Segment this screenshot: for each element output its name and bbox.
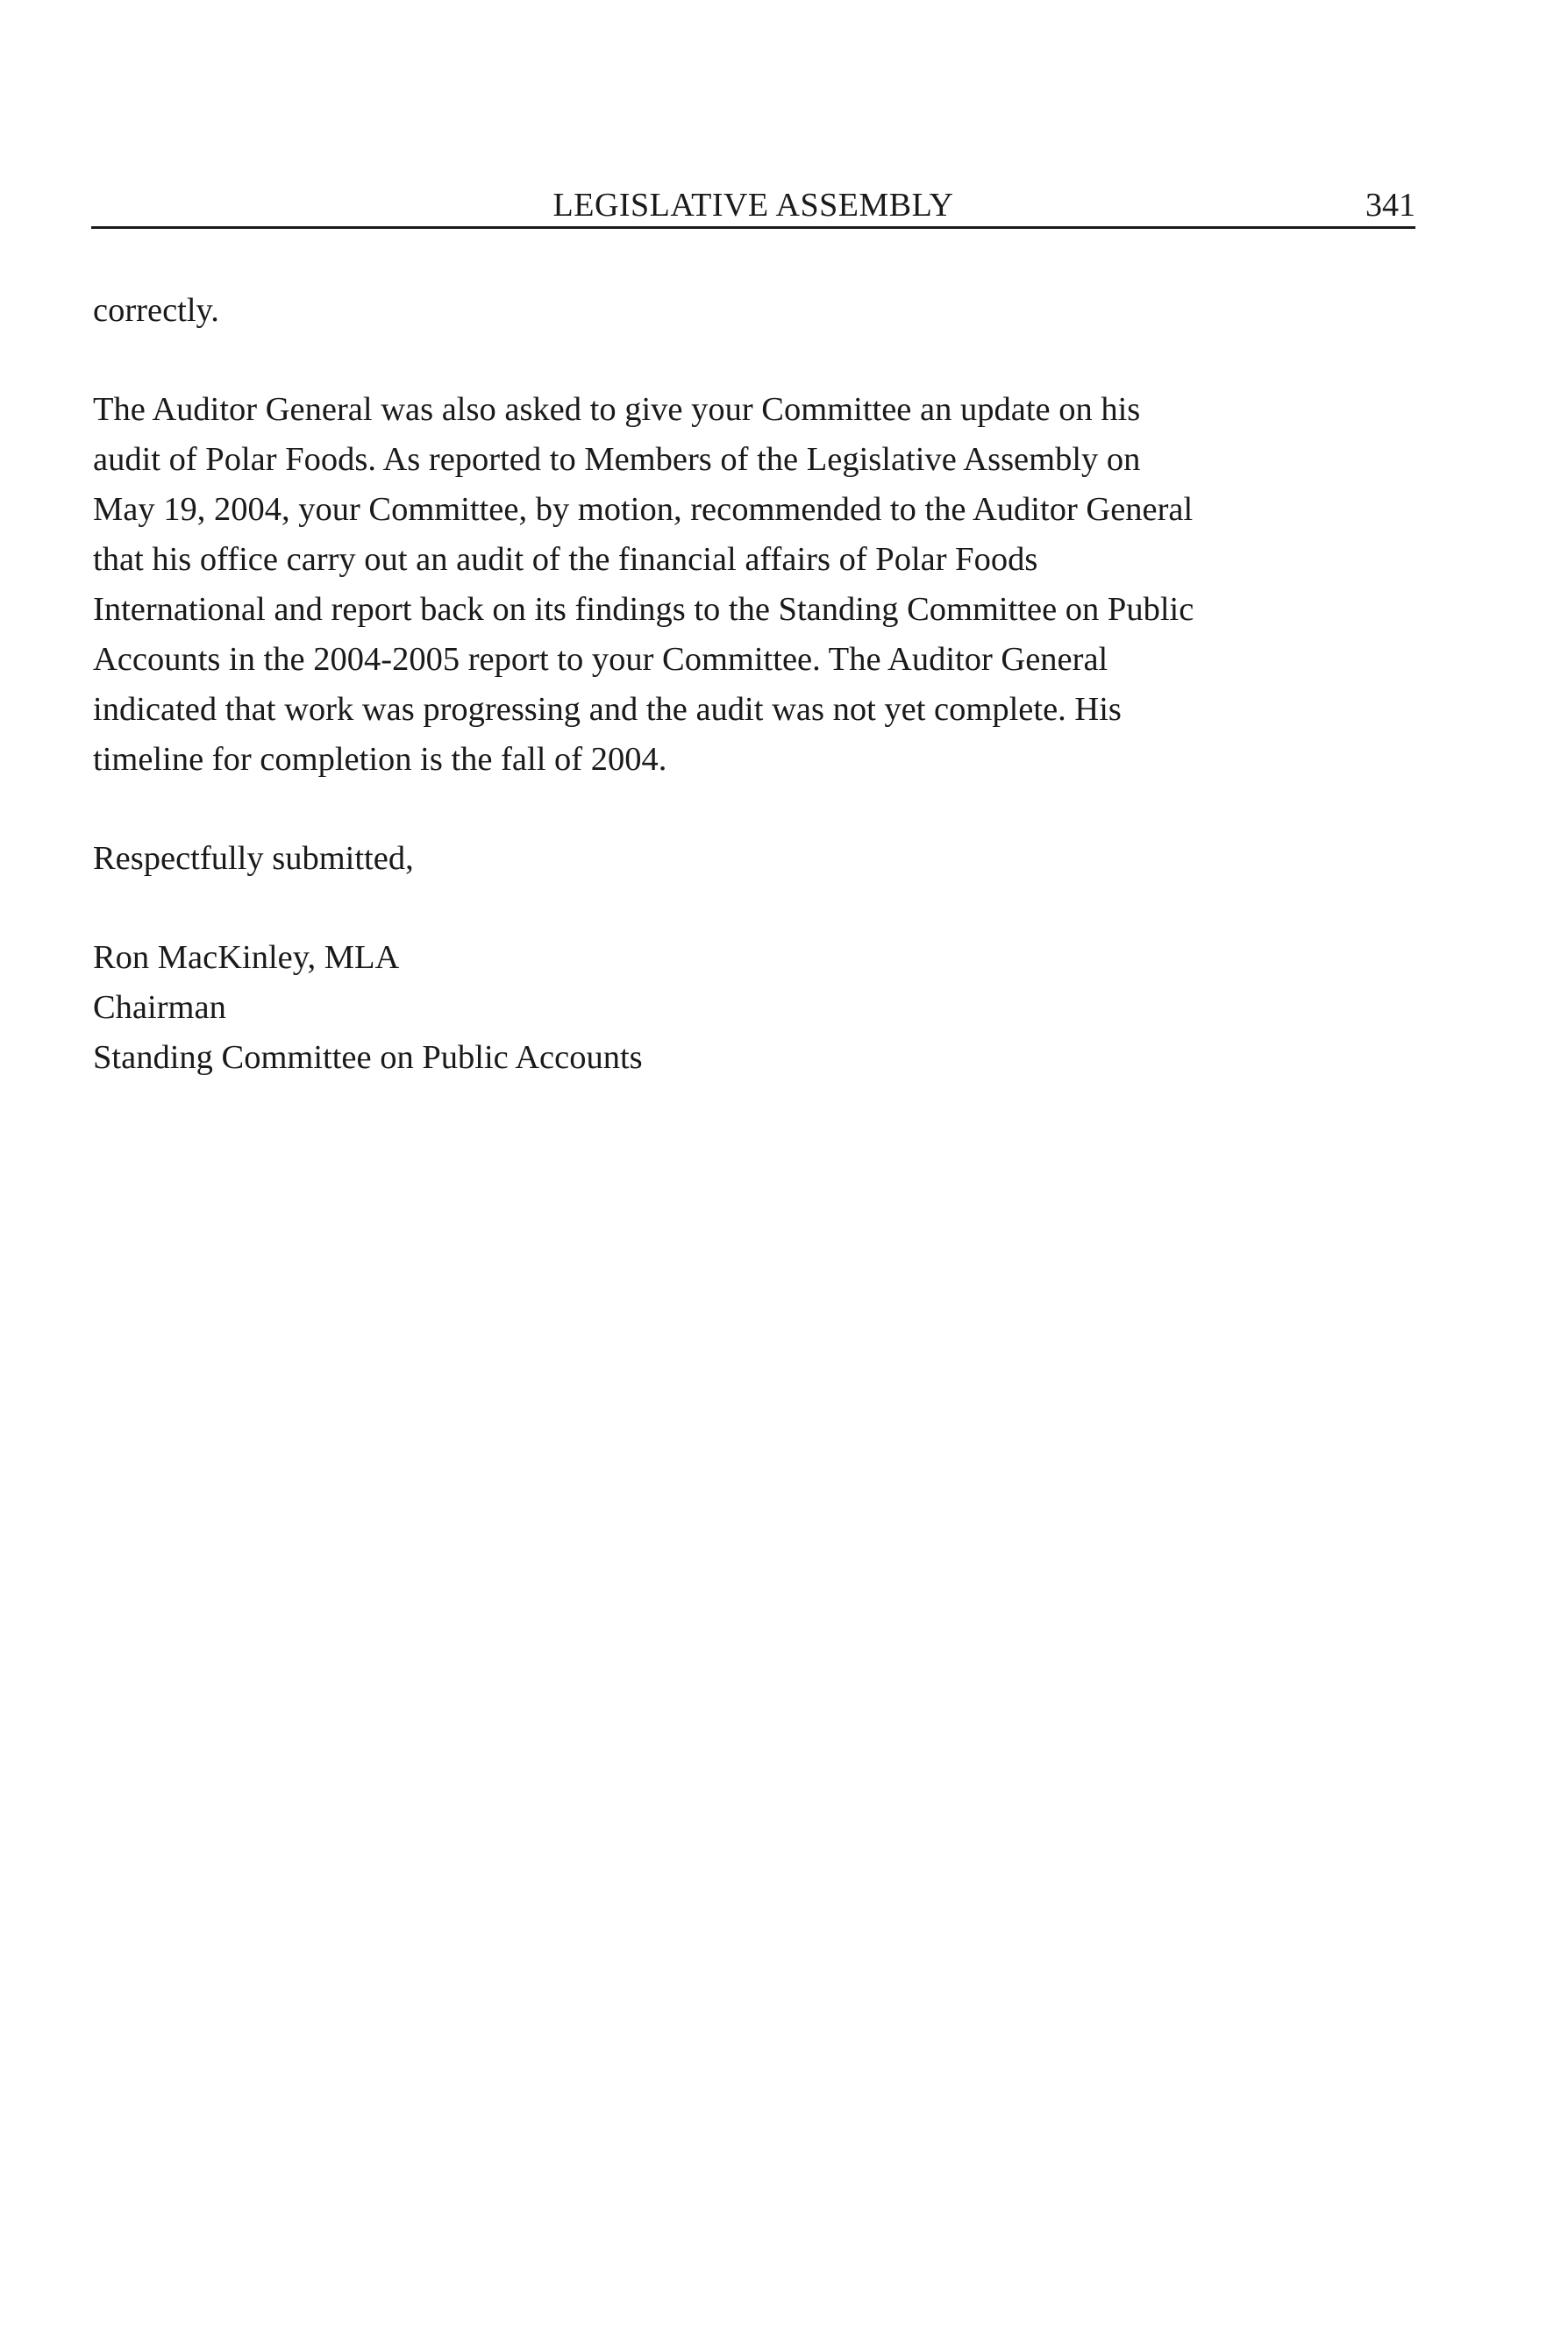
running-header [91, 179, 1415, 231]
signatory-role: Chairman [93, 989, 226, 1026]
text-line: May 19, 2004, your Committee, by motion, recommended to the Auditor General [93, 491, 1194, 528]
header-rule [91, 226, 1415, 229]
text-line: Accounts in the 2004-2005 report to your Committee. The Auditor General [93, 641, 1108, 678]
signature-block [93, 933, 1417, 1083]
text-line: The Auditor General was also asked to give your Committee an update on his [93, 391, 1141, 428]
closing-salutation [93, 834, 1417, 884]
auditor-update-paragraph [93, 385, 1417, 785]
text-line: correctly. [93, 292, 219, 329]
text-line: International and report back on its findings to the Standing Committee on Public [93, 591, 1194, 628]
text-line: timeline for completion is the fall of 2004. [93, 741, 667, 778]
running-title: LEGISLATIVE ASSEMBLY [552, 187, 954, 224]
text-line: audit of Polar Foods. As reported to Members of the Legislative Assembly on [93, 441, 1141, 478]
text-line: that his office carry out an audit of the financial affairs of Polar Foods [93, 541, 1038, 578]
page-number: 341 [1365, 187, 1415, 224]
signatory-committee: Standing Committee on Public Accounts [93, 1039, 643, 1076]
continuation-text [93, 286, 1417, 336]
text-line: indicated that work was progressing and the audit was not yet complete. His [93, 691, 1122, 728]
document-body [93, 286, 1417, 1083]
signatory-name: Ron MacKinley, MLA [93, 939, 400, 976]
closing-text: Respectfully submitted, [93, 840, 414, 877]
